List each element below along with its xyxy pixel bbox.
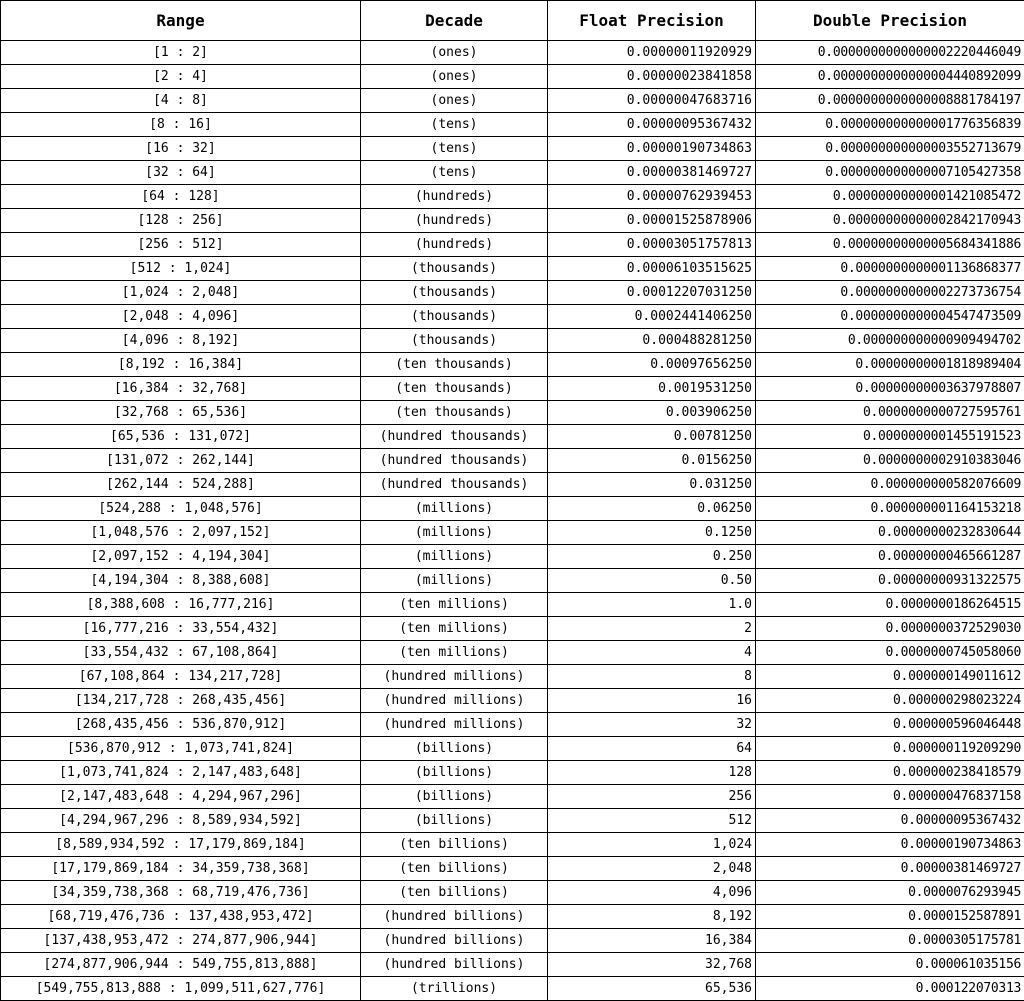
table-row <box>1 881 1024 905</box>
range-cell: [512 : 1,024] <box>1 257 361 281</box>
float-precision-cell: 0.00006103515625 <box>548 257 756 281</box>
decade-cell: (hundred millions) <box>361 713 548 737</box>
table-row <box>1 329 1024 353</box>
float-precision-cell: 0.00000011920929 <box>548 41 756 65</box>
range-cell: [2,147,483,648 : 4,294,967,296] <box>1 785 361 809</box>
table-row <box>1 209 1024 233</box>
table-row <box>1 617 1024 641</box>
range-cell: [134,217,728 : 268,435,456] <box>1 689 361 713</box>
decade-cell: (billions) <box>361 809 548 833</box>
table-row <box>1 113 1024 137</box>
float-precision-cell: 0.031250 <box>548 473 756 497</box>
double-precision-cell: 0.000000119209290 <box>756 737 1024 761</box>
decade-cell: (thousands) <box>361 281 548 305</box>
table-row <box>1 161 1024 185</box>
range-cell: [1,073,741,824 : 2,147,483,648] <box>1 761 361 785</box>
float-precision-cell: 0.00000023841858 <box>548 65 756 89</box>
double-precision-cell: 0.00000000000001421085472 <box>756 185 1024 209</box>
double-precision-cell: 0.000000000000909494702 <box>756 329 1024 353</box>
double-precision-cell: 0.0000152587891 <box>756 905 1024 929</box>
decade-cell: (ten billions) <box>361 881 548 905</box>
decade-cell: (ten millions) <box>361 617 548 641</box>
table-row <box>1 353 1024 377</box>
table-row <box>1 665 1024 689</box>
range-cell: [4,294,967,296 : 8,589,934,592] <box>1 809 361 833</box>
range-cell: [68,719,476,736 : 137,438,953,472] <box>1 905 361 929</box>
float-precision-cell: 1,024 <box>548 833 756 857</box>
float-precision-cell: 0.00001525878906 <box>548 209 756 233</box>
float-precision-cell: 512 <box>548 809 756 833</box>
double-precision-cell: 0.000122070313 <box>756 977 1024 1001</box>
range-cell: [2 : 4] <box>1 65 361 89</box>
double-precision-cell: 0.00000381469727 <box>756 857 1024 881</box>
range-cell: [8,589,934,592 : 17,179,869,184] <box>1 833 361 857</box>
decade-cell: (billions) <box>361 737 548 761</box>
double-precision-cell: 0.00000095367432 <box>756 809 1024 833</box>
decade-cell: (billions) <box>361 785 548 809</box>
table-row <box>1 65 1024 89</box>
table-row <box>1 689 1024 713</box>
decade-cell: (hundreds) <box>361 233 548 257</box>
range-cell: [17,179,869,184 : 34,359,738,368] <box>1 857 361 881</box>
double-precision-cell: 0.0000000000002273736754 <box>756 281 1024 305</box>
float-precision-cell: 0.00097656250 <box>548 353 756 377</box>
range-cell: [34,359,738,368 : 68,719,476,736] <box>1 881 361 905</box>
double-precision-cell: 0.00000000000002842170943 <box>756 209 1024 233</box>
double-precision-cell: 0.000000149011612 <box>756 665 1024 689</box>
table-row <box>1 257 1024 281</box>
range-cell: [16,777,216 : 33,554,432] <box>1 617 361 641</box>
double-precision-cell: 0.00000190734863 <box>756 833 1024 857</box>
decade-cell: (hundreds) <box>361 185 548 209</box>
double-precision-cell: 0.0000000000001136868377 <box>756 257 1024 281</box>
decade-cell: (hundred billions) <box>361 953 548 977</box>
double-precision-cell: 0.000000238418579 <box>756 761 1024 785</box>
double-precision-cell: 0.000000000000007105427358 <box>756 161 1024 185</box>
float-precision-cell: 32 <box>548 713 756 737</box>
float-precision-cell: 256 <box>548 785 756 809</box>
table-row <box>1 305 1024 329</box>
range-cell: [1,024 : 2,048] <box>1 281 361 305</box>
double-precision-cell: 0.00000000931322575 <box>756 569 1024 593</box>
range-cell: [2,048 : 4,096] <box>1 305 361 329</box>
decade-cell: (hundreds) <box>361 209 548 233</box>
range-cell: [33,554,432 : 67,108,864] <box>1 641 361 665</box>
double-precision-cell: 0.0000000000000002220446049 <box>756 41 1024 65</box>
decade-cell: (ten thousands) <box>361 353 548 377</box>
float-precision-cell: 0.50 <box>548 569 756 593</box>
range-cell: [137,438,953,472 : 274,877,906,944] <box>1 929 361 953</box>
decade-cell: (tens) <box>361 137 548 161</box>
table-row <box>1 713 1024 737</box>
table-row <box>1 473 1024 497</box>
table-header <box>1 1 1024 41</box>
float-precision-cell: 65,536 <box>548 977 756 1001</box>
range-cell: [274,877,906,944 : 549,755,813,888] <box>1 953 361 977</box>
double-precision-cell: 0.0000000000727595761 <box>756 401 1024 425</box>
table-row <box>1 569 1024 593</box>
table-row <box>1 833 1024 857</box>
decade-cell: (ten millions) <box>361 593 548 617</box>
decade-cell: (ones) <box>361 89 548 113</box>
float-precision-cell: 0.0156250 <box>548 449 756 473</box>
decade-cell: (trillions) <box>361 977 548 1001</box>
range-cell: [2,097,152 : 4,194,304] <box>1 545 361 569</box>
range-cell: [131,072 : 262,144] <box>1 449 361 473</box>
range-cell: [4 : 8] <box>1 89 361 113</box>
table-row <box>1 521 1024 545</box>
float-precision-cell: 0.1250 <box>548 521 756 545</box>
decade-cell: (ten billions) <box>361 857 548 881</box>
decade-cell: (ten thousands) <box>361 401 548 425</box>
range-cell: [1,048,576 : 2,097,152] <box>1 521 361 545</box>
table-row <box>1 137 1024 161</box>
float-precision-cell: 16 <box>548 689 756 713</box>
range-cell: [32 : 64] <box>1 161 361 185</box>
double-precision-cell: 0.0000000186264515 <box>756 593 1024 617</box>
decade-cell: (tens) <box>361 113 548 137</box>
float-precision-cell: 0.003906250 <box>548 401 756 425</box>
range-cell: [67,108,864 : 134,217,728] <box>1 665 361 689</box>
decade-cell: (millions) <box>361 497 548 521</box>
decade-cell: (tens) <box>361 161 548 185</box>
table-row <box>1 641 1024 665</box>
float-precision-cell: 0.0019531250 <box>548 377 756 401</box>
double-precision-cell: 0.00000000232830644 <box>756 521 1024 545</box>
range-cell: [8,192 : 16,384] <box>1 353 361 377</box>
float-precision-cell: 0.250 <box>548 545 756 569</box>
table-row <box>1 185 1024 209</box>
table-row <box>1 857 1024 881</box>
decade-cell: (hundred billions) <box>361 905 548 929</box>
double-precision-cell: 0.0000000002910383046 <box>756 449 1024 473</box>
range-cell: [32,768 : 65,536] <box>1 401 361 425</box>
double-precision-cell: 0.0000000000000004440892099 <box>756 65 1024 89</box>
double-precision-cell: 0.000061035156 <box>756 953 1024 977</box>
table-row <box>1 785 1024 809</box>
float-precision-cell: 0.00012207031250 <box>548 281 756 305</box>
header-decade: Decade <box>361 1 548 41</box>
float-precision-cell: 0.00003051757813 <box>548 233 756 257</box>
decade-cell: (ten millions) <box>361 641 548 665</box>
range-cell: [524,288 : 1,048,576] <box>1 497 361 521</box>
table-row <box>1 953 1024 977</box>
double-precision-cell: 0.000000001164153218 <box>756 497 1024 521</box>
range-cell: [256 : 512] <box>1 233 361 257</box>
range-cell: [536,870,912 : 1,073,741,824] <box>1 737 361 761</box>
decade-cell: (ten billions) <box>361 833 548 857</box>
table-row <box>1 89 1024 113</box>
table-body <box>1 41 1024 1001</box>
table-row <box>1 809 1024 833</box>
table-row <box>1 737 1024 761</box>
float-precision-cell: 32,768 <box>548 953 756 977</box>
table-row <box>1 377 1024 401</box>
decade-cell: (billions) <box>361 761 548 785</box>
range-cell: [64 : 128] <box>1 185 361 209</box>
float-precision-cell: 4 <box>548 641 756 665</box>
decade-cell: (thousands) <box>361 305 548 329</box>
decade-cell: (hundred thousands) <box>361 449 548 473</box>
float-precision-cell: 0.00000190734863 <box>548 137 756 161</box>
table-row <box>1 425 1024 449</box>
float-precision-cell: 0.00000095367432 <box>548 113 756 137</box>
double-precision-cell: 0.00000000000005684341886 <box>756 233 1024 257</box>
range-cell: [8,388,608 : 16,777,216] <box>1 593 361 617</box>
decade-cell: (hundred thousands) <box>361 425 548 449</box>
range-cell: [262,144 : 524,288] <box>1 473 361 497</box>
table-row <box>1 281 1024 305</box>
double-precision-cell: 0.0000000001455191523 <box>756 425 1024 449</box>
table-row <box>1 593 1024 617</box>
table-row <box>1 449 1024 473</box>
table-row <box>1 41 1024 65</box>
double-precision-cell: 0.0000305175781 <box>756 929 1024 953</box>
decade-cell: (millions) <box>361 569 548 593</box>
decade-cell: (ones) <box>361 65 548 89</box>
decade-cell: (ones) <box>361 41 548 65</box>
float-precision-cell: 0.0002441406250 <box>548 305 756 329</box>
double-precision-cell: 0.0000076293945 <box>756 881 1024 905</box>
float-precision-cell: 64 <box>548 737 756 761</box>
table-row <box>1 545 1024 569</box>
range-cell: [4,096 : 8,192] <box>1 329 361 353</box>
decade-cell: (ten thousands) <box>361 377 548 401</box>
float-precision-cell: 1.0 <box>548 593 756 617</box>
float-precision-cell: 0.00781250 <box>548 425 756 449</box>
header-range: Range <box>1 1 361 41</box>
range-cell: [268,435,456 : 536,870,912] <box>1 713 361 737</box>
header-double-precision: Double Precision <box>756 1 1024 41</box>
float-precision-cell: 8 <box>548 665 756 689</box>
float-precision-cell: 0.00000381469727 <box>548 161 756 185</box>
decade-cell: (millions) <box>361 545 548 569</box>
double-precision-cell: 0.000000476837158 <box>756 785 1024 809</box>
table-row <box>1 497 1024 521</box>
float-precision-cell: 0.00000047683716 <box>548 89 756 113</box>
range-cell: [128 : 256] <box>1 209 361 233</box>
float-precision-cell: 16,384 <box>548 929 756 953</box>
double-precision-cell: 0.00000000001818989404 <box>756 353 1024 377</box>
float-precision-cell: 0.000488281250 <box>548 329 756 353</box>
float-precision-cell: 8,192 <box>548 905 756 929</box>
range-cell: [8 : 16] <box>1 113 361 137</box>
double-precision-cell: 0.0000000000004547473509 <box>756 305 1024 329</box>
range-cell: [1 : 2] <box>1 41 361 65</box>
table-row <box>1 977 1024 1001</box>
double-precision-cell: 0.00000000003637978807 <box>756 377 1024 401</box>
double-precision-cell: 0.0000000745058060 <box>756 641 1024 665</box>
table-row <box>1 929 1024 953</box>
double-precision-cell: 0.00000000465661287 <box>756 545 1024 569</box>
decade-cell: (hundred millions) <box>361 689 548 713</box>
float-precision-cell: 2 <box>548 617 756 641</box>
table-row <box>1 233 1024 257</box>
float-precision-cell: 0.06250 <box>548 497 756 521</box>
decade-cell: (hundred thousands) <box>361 473 548 497</box>
decade-cell: (hundred billions) <box>361 929 548 953</box>
float-precision-cell: 2,048 <box>548 857 756 881</box>
range-cell: [16 : 32] <box>1 137 361 161</box>
float-precision-cell: 4,096 <box>548 881 756 905</box>
float-precision-cell: 128 <box>548 761 756 785</box>
header-float-precision: Float Precision <box>548 1 756 41</box>
table-row <box>1 401 1024 425</box>
header-row <box>1 1 1024 41</box>
float-precision-cell: 0.00000762939453 <box>548 185 756 209</box>
decade-cell: (thousands) <box>361 329 548 353</box>
range-cell: [4,194,304 : 8,388,608] <box>1 569 361 593</box>
range-cell: [549,755,813,888 : 1,099,511,627,776] <box>1 977 361 1001</box>
table-row <box>1 905 1024 929</box>
decade-cell: (millions) <box>361 521 548 545</box>
range-cell: [65,536 : 131,072] <box>1 425 361 449</box>
double-precision-cell: 0.000000000000001776356839 <box>756 113 1024 137</box>
double-precision-cell: 0.0000000000000008881784197 <box>756 89 1024 113</box>
double-precision-cell: 0.000000000582076609 <box>756 473 1024 497</box>
table-row <box>1 761 1024 785</box>
double-precision-cell: 0.0000000372529030 <box>756 617 1024 641</box>
double-precision-cell: 0.000000000000003552713679 <box>756 137 1024 161</box>
double-precision-cell: 0.000000596046448 <box>756 713 1024 737</box>
double-precision-cell: 0.000000298023224 <box>756 689 1024 713</box>
decade-cell: (thousands) <box>361 257 548 281</box>
range-cell: [16,384 : 32,768] <box>1 377 361 401</box>
decade-cell: (hundred millions) <box>361 665 548 689</box>
